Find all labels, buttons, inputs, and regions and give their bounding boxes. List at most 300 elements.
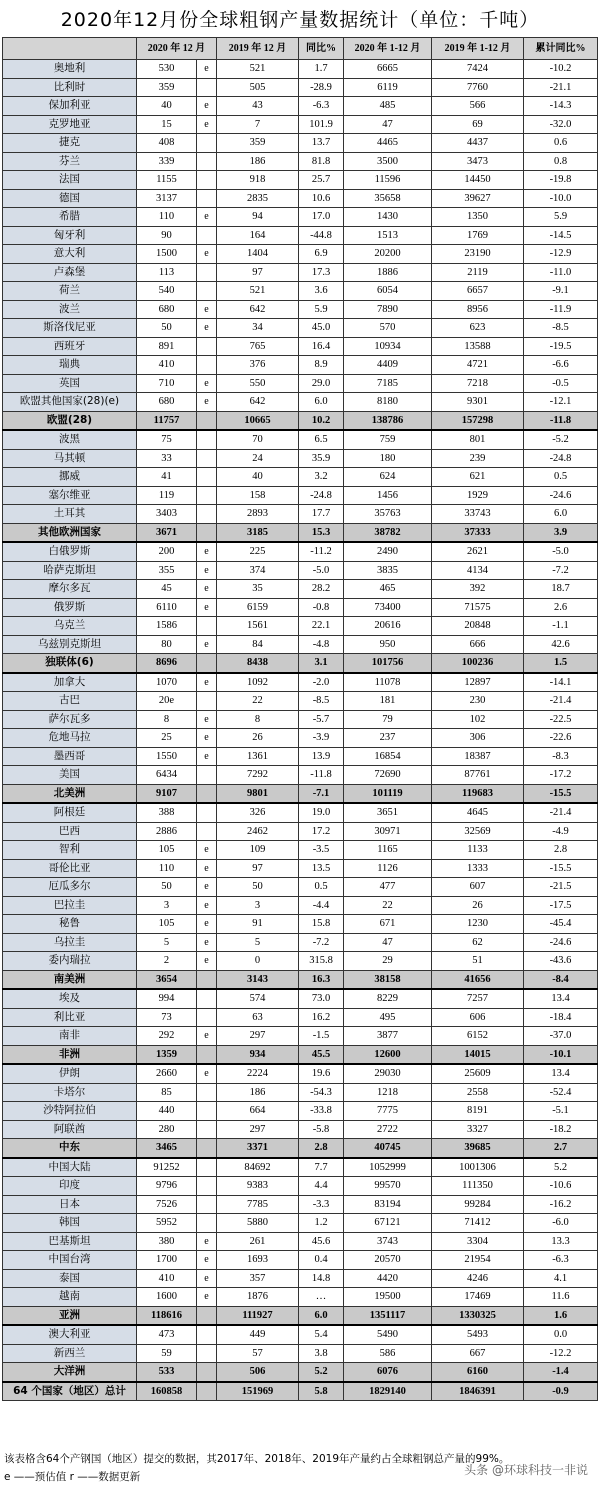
yoy-cell: 3.1 bbox=[299, 654, 344, 673]
yoy-cell: 3.6 bbox=[299, 282, 344, 301]
ytd-2020-cell: 4465 bbox=[344, 134, 432, 153]
estimate-flag: e bbox=[197, 1232, 217, 1251]
table-row bbox=[3, 115, 598, 134]
dec-2019-cell: 261 bbox=[217, 1232, 299, 1251]
cumulative-yoy-cell: -21.4 bbox=[524, 803, 598, 822]
ytd-2020-cell: 20570 bbox=[344, 1251, 432, 1270]
ytd-2020-cell: 2722 bbox=[344, 1120, 432, 1139]
dec-2019-cell: 24 bbox=[217, 449, 299, 468]
estimate-flag: e bbox=[197, 841, 217, 860]
country-cell: 欧盟其他国家(28)(e) bbox=[3, 393, 137, 412]
table-row bbox=[3, 710, 598, 729]
dec-2020-cell: 80 bbox=[137, 635, 197, 654]
country-cell: 委内瑞拉 bbox=[3, 952, 137, 971]
dec-2020-cell: 1550 bbox=[137, 747, 197, 766]
dec-2020-cell: 40 bbox=[137, 97, 197, 116]
cumulative-yoy-cell: -8.5 bbox=[524, 319, 598, 338]
table-row bbox=[3, 505, 598, 524]
country-cell: 印度 bbox=[3, 1177, 137, 1196]
estimate-flag: e bbox=[197, 598, 217, 617]
dec-2019-cell: 449 bbox=[217, 1325, 299, 1344]
estimate-flag bbox=[197, 226, 217, 245]
ytd-2019-cell: 7424 bbox=[432, 60, 524, 79]
dec-2019-cell: 91 bbox=[217, 915, 299, 934]
ytd-2019-cell: 1330325 bbox=[432, 1306, 524, 1325]
ytd-2019-cell: 667 bbox=[432, 1344, 524, 1363]
ytd-2020-cell: 12600 bbox=[344, 1045, 432, 1064]
country-cell: 西班牙 bbox=[3, 337, 137, 356]
dec-2019-cell: 35 bbox=[217, 580, 299, 599]
yoy-cell: 45.5 bbox=[299, 1045, 344, 1064]
page-title: 2020年12月份全球粗钢产量数据统计（单位：千吨） bbox=[60, 9, 540, 31]
cumulative-yoy-cell: -52.4 bbox=[524, 1083, 598, 1102]
yoy-cell: 15.3 bbox=[299, 523, 344, 542]
country-cell: 卡塔尔 bbox=[3, 1083, 137, 1102]
dec-2019-cell: 186 bbox=[217, 1083, 299, 1102]
dec-2019-cell: 84 bbox=[217, 635, 299, 654]
country-cell: 斯洛伐尼亚 bbox=[3, 319, 137, 338]
country-cell: 阿联酋 bbox=[3, 1120, 137, 1139]
ytd-2020-cell: 29 bbox=[344, 952, 432, 971]
ytd-2019-cell: 25609 bbox=[432, 1064, 524, 1083]
table-row bbox=[3, 542, 598, 561]
yoy-cell: 19.6 bbox=[299, 1064, 344, 1083]
cumulative-yoy-cell: -17.5 bbox=[524, 896, 598, 915]
dec-2019-cell: 186 bbox=[217, 152, 299, 171]
table-row bbox=[3, 152, 598, 171]
ytd-2020-cell: 1351117 bbox=[344, 1306, 432, 1325]
dec-2020-cell: 292 bbox=[137, 1027, 197, 1046]
dec-2020-cell: 2886 bbox=[137, 822, 197, 841]
estimate-flag bbox=[197, 654, 217, 673]
table-row bbox=[3, 692, 598, 711]
ytd-2020-cell: 7890 bbox=[344, 300, 432, 319]
ytd-2019-cell: 801 bbox=[432, 430, 524, 449]
ytd-2020-cell: 16854 bbox=[344, 747, 432, 766]
header-yoy: 同比% bbox=[299, 38, 344, 60]
ytd-2019-cell: 39685 bbox=[432, 1139, 524, 1158]
dec-2020-cell: 85 bbox=[137, 1083, 197, 1102]
cumulative-yoy-cell: -1.4 bbox=[524, 1363, 598, 1382]
dec-2019-cell: 7292 bbox=[217, 766, 299, 785]
estimate-flag: e bbox=[197, 1288, 217, 1307]
table-row bbox=[3, 989, 598, 1008]
yoy-cell: -11.2 bbox=[299, 542, 344, 561]
estimate-flag bbox=[197, 505, 217, 524]
ytd-2019-cell: 71412 bbox=[432, 1214, 524, 1233]
cumulative-yoy-cell: -10.6 bbox=[524, 1177, 598, 1196]
yoy-cell: 17.3 bbox=[299, 263, 344, 282]
yoy-cell: 19.0 bbox=[299, 803, 344, 822]
table-row bbox=[3, 134, 598, 153]
ytd-2019-cell: 239 bbox=[432, 449, 524, 468]
ytd-2020-cell: 73400 bbox=[344, 598, 432, 617]
country-cell: 德国 bbox=[3, 189, 137, 208]
subtotal-row bbox=[3, 411, 598, 430]
dec-2019-cell: 9801 bbox=[217, 784, 299, 803]
ytd-2019-cell: 6657 bbox=[432, 282, 524, 301]
dec-2020-cell: 533 bbox=[137, 1363, 197, 1382]
dec-2020-cell: 50 bbox=[137, 878, 197, 897]
header-ytd-2019: 2019 年 1-12 月 bbox=[432, 38, 524, 60]
country-cell: 哈萨克斯坦 bbox=[3, 561, 137, 580]
dec-2019-cell: 40 bbox=[217, 468, 299, 487]
dec-2019-cell: 7785 bbox=[217, 1195, 299, 1214]
ytd-2020-cell: 99570 bbox=[344, 1177, 432, 1196]
ytd-2020-cell: 671 bbox=[344, 915, 432, 934]
header-dec-2020: 2020 年 12 月 bbox=[137, 38, 217, 60]
cumulative-yoy-cell: 1.5 bbox=[524, 654, 598, 673]
country-cell: 中国台湾 bbox=[3, 1251, 137, 1270]
dec-2020-cell: 110 bbox=[137, 859, 197, 878]
ytd-2019-cell: 157298 bbox=[432, 411, 524, 430]
cumulative-yoy-cell: -6.3 bbox=[524, 1251, 598, 1270]
estimate-flag bbox=[197, 692, 217, 711]
estimate-flag bbox=[197, 1195, 217, 1214]
cumulative-yoy-cell: -8.3 bbox=[524, 747, 598, 766]
ytd-2020-cell: 3651 bbox=[344, 803, 432, 822]
country-cell: 亚洲 bbox=[3, 1306, 137, 1325]
estimate-flag: e bbox=[197, 245, 217, 264]
estimate-flag: e bbox=[197, 374, 217, 393]
table-row bbox=[3, 60, 598, 79]
dec-2019-cell: 3 bbox=[217, 896, 299, 915]
ytd-2019-cell: 6152 bbox=[432, 1027, 524, 1046]
table-row bbox=[3, 561, 598, 580]
dec-2019-cell: 2224 bbox=[217, 1064, 299, 1083]
cumulative-yoy-cell: 2.6 bbox=[524, 598, 598, 617]
table-row bbox=[3, 1008, 598, 1027]
country-cell: 智利 bbox=[3, 841, 137, 860]
dec-2020-cell: 3 bbox=[137, 896, 197, 915]
cumulative-yoy-cell: -19.8 bbox=[524, 171, 598, 190]
cumulative-yoy-cell: -24.6 bbox=[524, 486, 598, 505]
ytd-2019-cell: 18387 bbox=[432, 747, 524, 766]
ytd-2020-cell: 35763 bbox=[344, 505, 432, 524]
ytd-2019-cell: 621 bbox=[432, 468, 524, 487]
table-row bbox=[3, 803, 598, 822]
ytd-2019-cell: 21954 bbox=[432, 1251, 524, 1270]
estimate-flag bbox=[197, 989, 217, 1008]
yoy-cell: 25.7 bbox=[299, 171, 344, 190]
estimate-flag bbox=[197, 171, 217, 190]
dec-2019-cell: 8 bbox=[217, 710, 299, 729]
ytd-2019-cell: 7257 bbox=[432, 989, 524, 1008]
ytd-2020-cell: 6076 bbox=[344, 1363, 432, 1382]
subtotal-row bbox=[3, 784, 598, 803]
yoy-cell: -0.8 bbox=[299, 598, 344, 617]
ytd-2020-cell: 138786 bbox=[344, 411, 432, 430]
ytd-2019-cell: 33743 bbox=[432, 505, 524, 524]
country-cell: 美国 bbox=[3, 766, 137, 785]
header-cumulative-yoy: 累计同比% bbox=[524, 38, 598, 60]
ytd-2019-cell: 51 bbox=[432, 952, 524, 971]
table-row bbox=[3, 208, 598, 227]
estimate-flag bbox=[197, 1382, 217, 1401]
ytd-2019-cell: 392 bbox=[432, 580, 524, 599]
ytd-2020-cell: 181 bbox=[344, 692, 432, 711]
ytd-2019-cell: 32569 bbox=[432, 822, 524, 841]
dec-2020-cell: 440 bbox=[137, 1102, 197, 1121]
ytd-2019-cell: 306 bbox=[432, 729, 524, 748]
cumulative-yoy-cell: 5.2 bbox=[524, 1158, 598, 1177]
dec-2020-cell: 11757 bbox=[137, 411, 197, 430]
estimate-flag: e bbox=[197, 915, 217, 934]
yoy-cell: 0.5 bbox=[299, 878, 344, 897]
table-row bbox=[3, 1027, 598, 1046]
table-row bbox=[3, 915, 598, 934]
table-row bbox=[3, 1325, 598, 1344]
cumulative-yoy-cell: -21.4 bbox=[524, 692, 598, 711]
cumulative-yoy-cell: 13.4 bbox=[524, 1064, 598, 1083]
yoy-cell: 17.0 bbox=[299, 208, 344, 227]
dec-2020-cell: 118616 bbox=[137, 1306, 197, 1325]
country-cell: 白俄罗斯 bbox=[3, 542, 137, 561]
dec-2019-cell: 765 bbox=[217, 337, 299, 356]
total-row bbox=[3, 1382, 598, 1401]
subtotal-row bbox=[3, 1363, 598, 1382]
table-row bbox=[3, 468, 598, 487]
estimate-flag bbox=[197, 1325, 217, 1344]
ytd-2020-cell: 7185 bbox=[344, 374, 432, 393]
yoy-cell: -54.3 bbox=[299, 1083, 344, 1102]
country-cell: 乌克兰 bbox=[3, 617, 137, 636]
country-cell: 南非 bbox=[3, 1027, 137, 1046]
estimate-flag bbox=[197, 617, 217, 636]
dec-2020-cell: 7526 bbox=[137, 1195, 197, 1214]
ytd-2020-cell: 4409 bbox=[344, 356, 432, 375]
estimate-flag: e bbox=[197, 896, 217, 915]
yoy-cell: 6.0 bbox=[299, 393, 344, 412]
yoy-cell: -2.0 bbox=[299, 673, 344, 692]
estimate-flag bbox=[197, 1214, 217, 1233]
estimate-flag: e bbox=[197, 542, 217, 561]
cumulative-yoy-cell: -24.8 bbox=[524, 449, 598, 468]
estimate-flag: e bbox=[197, 1251, 217, 1270]
table-row bbox=[3, 1214, 598, 1233]
yoy-cell: … bbox=[299, 1288, 344, 1307]
country-cell: 利比亚 bbox=[3, 1008, 137, 1027]
ytd-2019-cell: 12897 bbox=[432, 673, 524, 692]
country-cell: 韩国 bbox=[3, 1214, 137, 1233]
dec-2020-cell: 2 bbox=[137, 952, 197, 971]
dec-2019-cell: 506 bbox=[217, 1363, 299, 1382]
table-row bbox=[3, 226, 598, 245]
yoy-cell: -7.1 bbox=[299, 784, 344, 803]
ytd-2020-cell: 11596 bbox=[344, 171, 432, 190]
yoy-cell: 3.2 bbox=[299, 468, 344, 487]
dec-2020-cell: 5 bbox=[137, 933, 197, 952]
cumulative-yoy-cell: -6.0 bbox=[524, 1214, 598, 1233]
subtotal-row bbox=[3, 654, 598, 673]
dec-2019-cell: 97 bbox=[217, 859, 299, 878]
yoy-cell: 16.4 bbox=[299, 337, 344, 356]
country-cell: 俄罗斯 bbox=[3, 598, 137, 617]
dec-2019-cell: 63 bbox=[217, 1008, 299, 1027]
yoy-cell: 81.8 bbox=[299, 152, 344, 171]
table-row bbox=[3, 1120, 598, 1139]
country-cell: 哥伦比亚 bbox=[3, 859, 137, 878]
ytd-2020-cell: 1218 bbox=[344, 1083, 432, 1102]
estimate-flag: e bbox=[197, 710, 217, 729]
cumulative-yoy-cell: -8.4 bbox=[524, 970, 598, 989]
dec-2019-cell: 359 bbox=[217, 134, 299, 153]
yoy-cell: 4.4 bbox=[299, 1177, 344, 1196]
ytd-2020-cell: 1829140 bbox=[344, 1382, 432, 1401]
dec-2019-cell: 9383 bbox=[217, 1177, 299, 1196]
dec-2020-cell: 410 bbox=[137, 1269, 197, 1288]
dec-2019-cell: 3371 bbox=[217, 1139, 299, 1158]
ytd-2020-cell: 20616 bbox=[344, 617, 432, 636]
yoy-cell: 14.8 bbox=[299, 1269, 344, 1288]
dec-2019-cell: 94 bbox=[217, 208, 299, 227]
dec-2020-cell: 359 bbox=[137, 78, 197, 97]
yoy-cell: -4.4 bbox=[299, 896, 344, 915]
dec-2020-cell: 3403 bbox=[137, 505, 197, 524]
dec-2020-cell: 5952 bbox=[137, 1214, 197, 1233]
dec-2020-cell: 20e bbox=[137, 692, 197, 711]
estimate-flag bbox=[197, 1120, 217, 1139]
ytd-2019-cell: 4645 bbox=[432, 803, 524, 822]
country-cell: 奥地利 bbox=[3, 60, 137, 79]
cumulative-yoy-cell: -22.5 bbox=[524, 710, 598, 729]
yoy-cell: -1.5 bbox=[299, 1027, 344, 1046]
yoy-cell: 22.1 bbox=[299, 617, 344, 636]
table-row bbox=[3, 1344, 598, 1363]
dec-2019-cell: 158 bbox=[217, 486, 299, 505]
ytd-2019-cell: 606 bbox=[432, 1008, 524, 1027]
ytd-2020-cell: 10934 bbox=[344, 337, 432, 356]
ytd-2020-cell: 40745 bbox=[344, 1139, 432, 1158]
dec-2019-cell: 97 bbox=[217, 263, 299, 282]
table-row bbox=[3, 1195, 598, 1214]
cumulative-yoy-cell: 1.6 bbox=[524, 1306, 598, 1325]
country-cell: 保加利亚 bbox=[3, 97, 137, 116]
yoy-cell: 7.7 bbox=[299, 1158, 344, 1177]
table-row bbox=[3, 1064, 598, 1083]
dec-2020-cell: 1586 bbox=[137, 617, 197, 636]
cumulative-yoy-cell: 0.8 bbox=[524, 152, 598, 171]
table-row bbox=[3, 859, 598, 878]
dec-2020-cell: 33 bbox=[137, 449, 197, 468]
dec-2020-cell: 408 bbox=[137, 134, 197, 153]
yoy-cell: -4.8 bbox=[299, 635, 344, 654]
estimate-flag: e bbox=[197, 60, 217, 79]
dec-2020-cell: 9796 bbox=[137, 1177, 197, 1196]
estimate-flag: e bbox=[197, 1027, 217, 1046]
subtotal-row bbox=[3, 970, 598, 989]
cumulative-yoy-cell: -21.1 bbox=[524, 78, 598, 97]
dec-2020-cell: 710 bbox=[137, 374, 197, 393]
country-cell: 泰国 bbox=[3, 1269, 137, 1288]
estimate-flag bbox=[197, 152, 217, 171]
dec-2020-cell: 1500 bbox=[137, 245, 197, 264]
ytd-2020-cell: 3743 bbox=[344, 1232, 432, 1251]
estimate-flag: e bbox=[197, 729, 217, 748]
country-cell: 卢森堡 bbox=[3, 263, 137, 282]
country-cell: 大洋洲 bbox=[3, 1363, 137, 1382]
estimate-flag bbox=[197, 78, 217, 97]
ytd-2020-cell: 67121 bbox=[344, 1214, 432, 1233]
country-cell: 匈牙利 bbox=[3, 226, 137, 245]
ytd-2020-cell: 759 bbox=[344, 430, 432, 449]
dec-2019-cell: 5 bbox=[217, 933, 299, 952]
yoy-cell: 6.0 bbox=[299, 1306, 344, 1325]
estimate-flag bbox=[197, 430, 217, 449]
dec-2020-cell: 540 bbox=[137, 282, 197, 301]
ytd-2020-cell: 1052999 bbox=[344, 1158, 432, 1177]
dec-2019-cell: 164 bbox=[217, 226, 299, 245]
country-cell: 64 个国家（地区）总计 bbox=[3, 1382, 137, 1401]
ytd-2020-cell: 477 bbox=[344, 878, 432, 897]
dec-2019-cell: 26 bbox=[217, 729, 299, 748]
dec-2020-cell: 891 bbox=[137, 337, 197, 356]
footer-legend: e ——预估值 r ——数据更新 bbox=[4, 1471, 141, 1483]
dec-2019-cell: 521 bbox=[217, 60, 299, 79]
ytd-2019-cell: 37333 bbox=[432, 523, 524, 542]
cumulative-yoy-cell: 13.4 bbox=[524, 989, 598, 1008]
estimate-flag bbox=[197, 134, 217, 153]
dec-2019-cell: 34 bbox=[217, 319, 299, 338]
country-cell: 墨西哥 bbox=[3, 747, 137, 766]
ytd-2019-cell: 69 bbox=[432, 115, 524, 134]
dec-2020-cell: 1155 bbox=[137, 171, 197, 190]
dec-2020-cell: 473 bbox=[137, 1325, 197, 1344]
dec-2019-cell: 574 bbox=[217, 989, 299, 1008]
dec-2020-cell: 45 bbox=[137, 580, 197, 599]
dec-2020-cell: 380 bbox=[137, 1232, 197, 1251]
ytd-2019-cell: 8956 bbox=[432, 300, 524, 319]
ytd-2020-cell: 47 bbox=[344, 933, 432, 952]
cumulative-yoy-cell: -10.1 bbox=[524, 1045, 598, 1064]
cumulative-yoy-cell: -9.1 bbox=[524, 282, 598, 301]
cumulative-yoy-cell: -1.1 bbox=[524, 617, 598, 636]
estimate-flag: e bbox=[197, 1064, 217, 1083]
ytd-2019-cell: 566 bbox=[432, 97, 524, 116]
table-row bbox=[3, 598, 598, 617]
cumulative-yoy-cell: -21.5 bbox=[524, 878, 598, 897]
estimate-flag bbox=[197, 1139, 217, 1158]
yoy-cell: 5.4 bbox=[299, 1325, 344, 1344]
dec-2019-cell: 918 bbox=[217, 171, 299, 190]
subtotal-row bbox=[3, 1306, 598, 1325]
table-row bbox=[3, 1288, 598, 1307]
dec-2020-cell: 2660 bbox=[137, 1064, 197, 1083]
estimate-flag bbox=[197, 803, 217, 822]
dec-2020-cell: 339 bbox=[137, 152, 197, 171]
cumulative-yoy-cell: -5.0 bbox=[524, 542, 598, 561]
table-row bbox=[3, 635, 598, 654]
dec-2020-cell: 680 bbox=[137, 300, 197, 319]
ytd-2019-cell: 26 bbox=[432, 896, 524, 915]
ytd-2019-cell: 2119 bbox=[432, 263, 524, 282]
country-cell: 秘鲁 bbox=[3, 915, 137, 934]
country-cell: 埃及 bbox=[3, 989, 137, 1008]
dec-2019-cell: 225 bbox=[217, 542, 299, 561]
yoy-cell: 13.9 bbox=[299, 747, 344, 766]
dec-2019-cell: 2462 bbox=[217, 822, 299, 841]
ytd-2019-cell: 2621 bbox=[432, 542, 524, 561]
estimate-flag bbox=[197, 356, 217, 375]
ytd-2019-cell: 1133 bbox=[432, 841, 524, 860]
cumulative-yoy-cell: 11.6 bbox=[524, 1288, 598, 1307]
yoy-cell: -6.3 bbox=[299, 97, 344, 116]
estimate-flag: e bbox=[197, 933, 217, 952]
cumulative-yoy-cell: 5.9 bbox=[524, 208, 598, 227]
dec-2019-cell: 1404 bbox=[217, 245, 299, 264]
country-cell: 马其顿 bbox=[3, 449, 137, 468]
cumulative-yoy-cell: -18.2 bbox=[524, 1120, 598, 1139]
